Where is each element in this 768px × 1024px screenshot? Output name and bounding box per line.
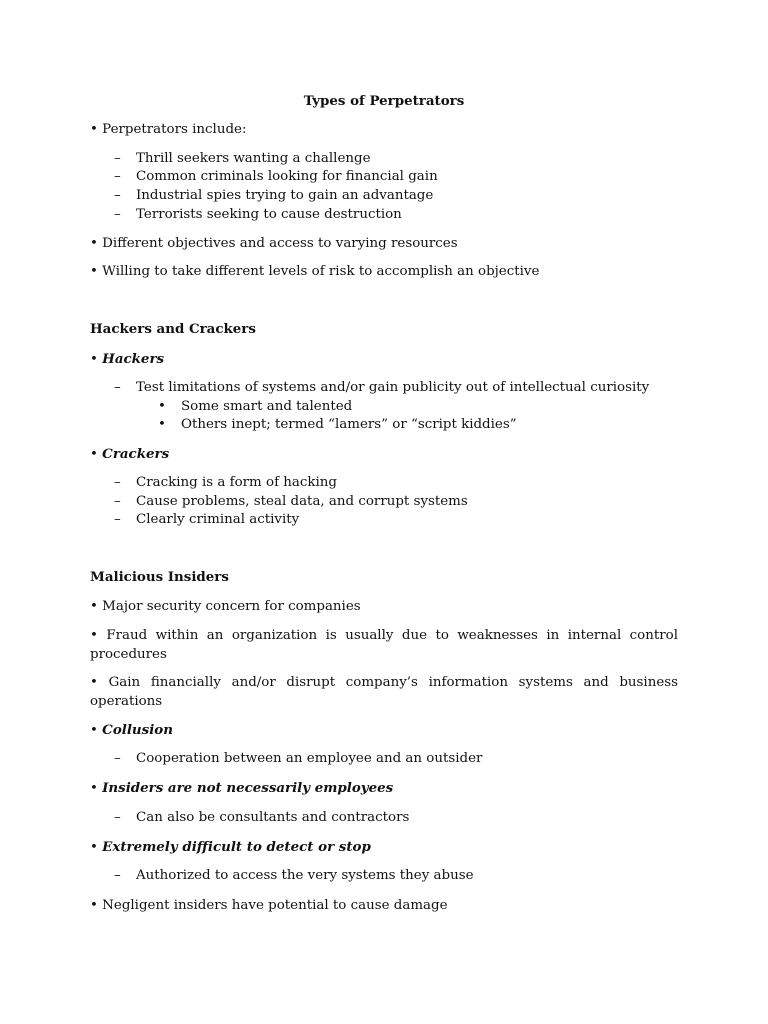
page-title: Types of Perpetrators — [303, 93, 465, 109]
dash-glyph: – — [114, 188, 121, 203]
bullet-fraud — [90, 627, 678, 664]
dash-glyph: – — [114, 169, 121, 184]
bullet-glyph: • — [90, 675, 98, 690]
bullet-not-employees — [90, 779, 393, 798]
dash-glyph: – — [114, 751, 121, 766]
dash-glyph: – — [114, 868, 121, 883]
bullet-glyph: • — [90, 898, 98, 913]
bullet-objectives — [90, 235, 458, 253]
bullet-text: Crackers — [102, 446, 170, 462]
sub-list-item-text: Others inept; termed “lamers” or “script kiddies” — [181, 417, 517, 432]
bullet-security-concern — [90, 598, 361, 616]
bullet-text: Gain financially and/or disrupt company’s information systems and business operations — [90, 675, 678, 709]
bullet-glyph: • — [90, 352, 98, 367]
list-item-text: Can also be consultants and contractors — [136, 810, 410, 825]
list-item-text: Authorized to access the very systems they abuse — [136, 868, 474, 883]
bullet-glyph: • — [90, 236, 98, 251]
bullet-glyph: • — [90, 781, 98, 796]
bullet-text: Negligent insiders have potential to cause damage — [102, 898, 448, 913]
list-item-text: Thrill seekers wanting a challenge — [136, 151, 371, 166]
dash-glyph: – — [114, 494, 121, 509]
list-item-text: Common criminals looking for financial gain — [136, 169, 438, 184]
bullet-difficult — [90, 838, 371, 857]
bullet-text: Major security concern for companies — [102, 599, 361, 614]
bullet-crackers — [90, 445, 169, 464]
bullet-text: Fraud within an organization is usually due to weaknesses in internal control procedures — [90, 628, 678, 662]
dash-glyph: – — [114, 151, 121, 166]
bullet-text: Collusion — [102, 722, 173, 738]
bullet-collusion — [90, 721, 173, 740]
dash-glyph: – — [114, 810, 121, 825]
bullet-glyph: • — [158, 417, 166, 432]
section-heading-malicious-insiders: Malicious Insiders — [90, 569, 229, 585]
list-item-text: Clearly criminal activity — [136, 512, 300, 527]
bullet-gain-financially — [90, 674, 678, 711]
bullet-text: Different objectives and access to varying resources — [102, 236, 458, 251]
bullet-hackers — [90, 350, 164, 369]
bullet-glyph: • — [90, 447, 98, 462]
bullet-risk — [90, 263, 539, 281]
list-item-text: Industrial spies trying to gain an advantage — [136, 188, 434, 203]
dash-glyph: – — [114, 207, 121, 222]
bullet-text: Willing to take different levels of risk to accomplish an objective — [102, 264, 540, 279]
bullet-text: Insiders are not necessarily employees — [102, 780, 394, 796]
bullet-negligent — [90, 897, 448, 915]
list-item-text: Cause problems, steal data, and corrupt systems — [136, 494, 468, 509]
bullet-glyph: • — [90, 840, 98, 855]
bullet-glyph: • — [90, 599, 98, 614]
bullet-glyph: • — [158, 399, 166, 414]
dash-glyph: – — [114, 512, 121, 527]
bullet-text: Extremely difficult to detect or stop — [102, 839, 371, 855]
section-heading-hackers-crackers: Hackers and Crackers — [90, 321, 256, 337]
bullet-glyph: • — [90, 628, 98, 643]
bullet-glyph: • — [90, 122, 98, 137]
dash-glyph: – — [114, 380, 121, 395]
list-item-text: Terrorists seeking to cause destruction — [136, 207, 402, 222]
list-item-text: Cracking is a form of hacking — [136, 475, 337, 490]
list-item-text: Cooperation between an employee and an outsider — [136, 751, 483, 766]
dash-glyph: – — [114, 475, 121, 490]
bullet-text: Hackers — [102, 351, 165, 367]
bullet-text: Perpetrators include: — [102, 122, 247, 137]
bullet-glyph: • — [90, 264, 98, 279]
sub-list-item-text: Some smart and talented — [181, 399, 353, 414]
bullet-glyph: • — [90, 723, 98, 738]
list-item-text: Test limitations of systems and/or gain publicity out of intellectual curiosity — [136, 380, 650, 395]
bullet-perpetrators-include — [90, 121, 246, 139]
